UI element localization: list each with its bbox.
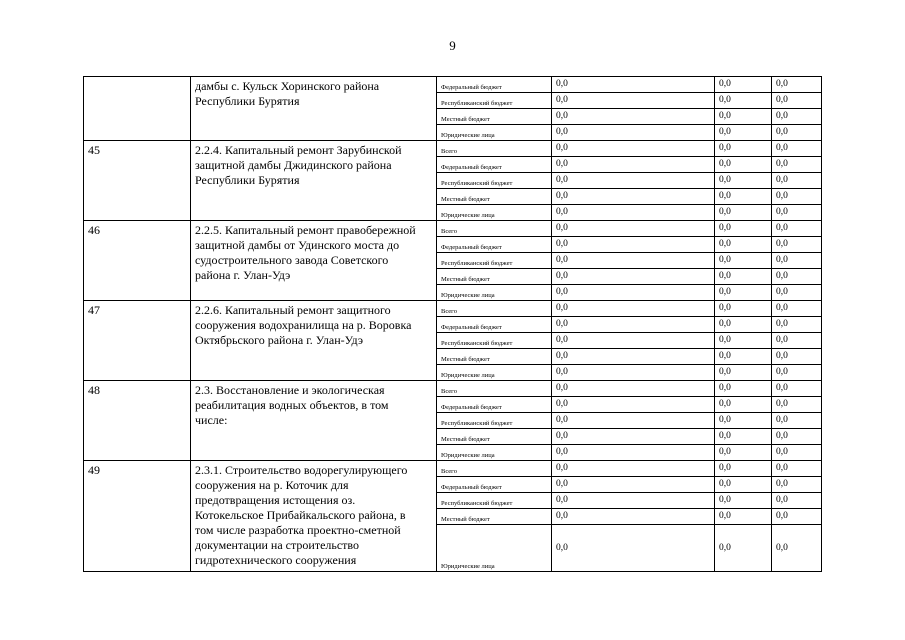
table-row [84, 77, 822, 93]
value-cell: 0,0 [552, 349, 715, 365]
value-cell: 0,0 [715, 333, 772, 349]
value-cell: 0,0 [552, 269, 715, 285]
value-cell: 0,0 [772, 285, 822, 301]
value-cell: 0,0 [715, 109, 772, 125]
value-cell: 0,0 [715, 189, 772, 205]
table-row [84, 221, 822, 237]
value-cell: 0,0 [552, 525, 715, 572]
table-row [84, 461, 822, 477]
value-cell: 0,0 [715, 269, 772, 285]
value-cell: 0,0 [715, 413, 772, 429]
value-cell: 0,0 [715, 173, 772, 189]
value-cell: 0,0 [552, 413, 715, 429]
value-cell: 0,0 [552, 461, 715, 477]
funding-source: Федеральный бюджет [437, 77, 552, 93]
value-cell: 0,0 [772, 429, 822, 445]
funding-source: Юридические лица [437, 285, 552, 301]
row-number: 45 [84, 141, 191, 221]
value-cell: 0,0 [715, 509, 772, 525]
funding-source: Юридические лица [437, 205, 552, 221]
value-cell: 0,0 [715, 237, 772, 253]
row-number: 48 [84, 381, 191, 461]
value-cell: 0,0 [772, 157, 822, 173]
value-cell: 0,0 [715, 397, 772, 413]
row-description: 2.2.6. Капитальный ремонт защитного сооружения водохранилища на р. Воровка Октябрьского района г. Улан-Удэ [191, 301, 437, 381]
value-cell: 0,0 [715, 253, 772, 269]
row-number: 49 [84, 461, 191, 572]
value-cell: 0,0 [715, 77, 772, 93]
value-cell: 0,0 [715, 349, 772, 365]
value-cell: 0,0 [715, 461, 772, 477]
row-description: 2.3. Восстановление и экологическая реабилитация водных объектов, в том числе: [191, 381, 437, 461]
value-cell: 0,0 [772, 205, 822, 221]
table-row [84, 301, 822, 317]
funding-source: Республиканский бюджет [437, 413, 552, 429]
value-cell: 0,0 [552, 109, 715, 125]
value-cell: 0,0 [552, 93, 715, 109]
funding-source: Республиканский бюджет [437, 253, 552, 269]
value-cell: 0,0 [772, 301, 822, 317]
value-cell: 0,0 [552, 205, 715, 221]
value-cell: 0,0 [715, 93, 772, 109]
value-cell: 0,0 [715, 525, 772, 572]
funding-source: Местный бюджет [437, 189, 552, 205]
row-description: 2.2.5. Капитальный ремонт правобережной защитной дамбы от Удинского моста до судостроительного завода Советского района г. Улан-Удэ [191, 221, 437, 301]
value-cell: 0,0 [552, 397, 715, 413]
value-cell: 0,0 [772, 317, 822, 333]
funding-source: Юридические лица [437, 445, 552, 461]
funding-source: Федеральный бюджет [437, 317, 552, 333]
value-cell: 0,0 [772, 237, 822, 253]
value-cell: 0,0 [772, 93, 822, 109]
row-description: 2.2.4. Капитальный ремонт Зарубинской защитной дамбы Джидинского района Республики Бурятия [191, 141, 437, 221]
value-cell: 0,0 [552, 429, 715, 445]
funding-source: Республиканский бюджет [437, 93, 552, 109]
funding-source: Юридические лица [437, 365, 552, 381]
row-number: 46 [84, 221, 191, 301]
value-cell: 0,0 [552, 173, 715, 189]
value-cell: 0,0 [552, 493, 715, 509]
value-cell: 0,0 [772, 397, 822, 413]
value-cell: 0,0 [772, 365, 822, 381]
value-cell: 0,0 [715, 381, 772, 397]
value-cell: 0,0 [772, 525, 822, 572]
value-cell: 0,0 [772, 77, 822, 93]
funding-source: Всего [437, 381, 552, 397]
value-cell: 0,0 [715, 429, 772, 445]
funding-source: Республиканский бюджет [437, 333, 552, 349]
value-cell: 0,0 [772, 109, 822, 125]
row-number: 47 [84, 301, 191, 381]
funding-source: Всего [437, 461, 552, 477]
value-cell: 0,0 [772, 173, 822, 189]
value-cell: 0,0 [772, 125, 822, 141]
table-row [84, 141, 822, 157]
value-cell: 0,0 [772, 349, 822, 365]
value-cell: 0,0 [552, 333, 715, 349]
funding-source: Всего [437, 301, 552, 317]
value-cell: 0,0 [715, 365, 772, 381]
value-cell: 0,0 [552, 157, 715, 173]
value-cell: 0,0 [772, 333, 822, 349]
value-cell: 0,0 [552, 189, 715, 205]
budget-table [83, 76, 822, 572]
value-cell: 0,0 [715, 285, 772, 301]
value-cell: 0,0 [772, 445, 822, 461]
value-cell: 0,0 [715, 221, 772, 237]
value-cell: 0,0 [552, 221, 715, 237]
funding-source: Местный бюджет [437, 109, 552, 125]
value-cell: 0,0 [552, 381, 715, 397]
value-cell: 0,0 [715, 125, 772, 141]
funding-source: Местный бюджет [437, 429, 552, 445]
row-description: 2.3.1. Строительство водорегулирующего сооружения на р. Коточик для предотвращения истощения оз. Котокельское Прибайкальского района, в том числе разработка проектно-сметной документации на строительство гидротехнического сооружения [191, 461, 437, 572]
table-row [84, 381, 822, 397]
funding-source: Всего [437, 221, 552, 237]
value-cell: 0,0 [715, 493, 772, 509]
value-cell: 0,0 [772, 253, 822, 269]
value-cell: 0,0 [772, 461, 822, 477]
value-cell: 0,0 [715, 205, 772, 221]
funding-source: Юридические лица [437, 525, 552, 572]
value-cell: 0,0 [772, 141, 822, 157]
funding-source: Федеральный бюджет [437, 477, 552, 493]
value-cell: 0,0 [552, 141, 715, 157]
value-cell: 0,0 [552, 253, 715, 269]
row-description: дамбы с. Кульск Хоринского района Республики Бурятия [191, 77, 437, 141]
value-cell: 0,0 [715, 157, 772, 173]
value-cell: 0,0 [772, 477, 822, 493]
value-cell: 0,0 [552, 301, 715, 317]
value-cell: 0,0 [552, 237, 715, 253]
value-cell: 0,0 [772, 221, 822, 237]
value-cell: 0,0 [552, 365, 715, 381]
funding-source: Федеральный бюджет [437, 157, 552, 173]
value-cell: 0,0 [552, 317, 715, 333]
value-cell: 0,0 [772, 269, 822, 285]
value-cell: 0,0 [772, 381, 822, 397]
value-cell: 0,0 [552, 477, 715, 493]
page-number: 9 [449, 38, 456, 53]
row-number [84, 77, 191, 141]
value-cell: 0,0 [552, 509, 715, 525]
value-cell: 0,0 [552, 125, 715, 141]
funding-source: Всего [437, 141, 552, 157]
value-cell: 0,0 [552, 285, 715, 301]
funding-source: Республиканский бюджет [437, 173, 552, 189]
funding-source: Местный бюджет [437, 349, 552, 365]
value-cell: 0,0 [715, 141, 772, 157]
value-cell: 0,0 [772, 189, 822, 205]
funding-source: Местный бюджет [437, 269, 552, 285]
value-cell: 0,0 [552, 77, 715, 93]
value-cell: 0,0 [772, 493, 822, 509]
value-cell: 0,0 [715, 301, 772, 317]
funding-source: Республиканский бюджет [437, 493, 552, 509]
value-cell: 0,0 [772, 509, 822, 525]
value-cell: 0,0 [772, 413, 822, 429]
funding-source: Юридические лица [437, 125, 552, 141]
value-cell: 0,0 [715, 445, 772, 461]
funding-source: Местный бюджет [437, 509, 552, 525]
value-cell: 0,0 [552, 445, 715, 461]
funding-source: Федеральный бюджет [437, 237, 552, 253]
value-cell: 0,0 [715, 317, 772, 333]
value-cell: 0,0 [715, 477, 772, 493]
funding-source: Федеральный бюджет [437, 397, 552, 413]
